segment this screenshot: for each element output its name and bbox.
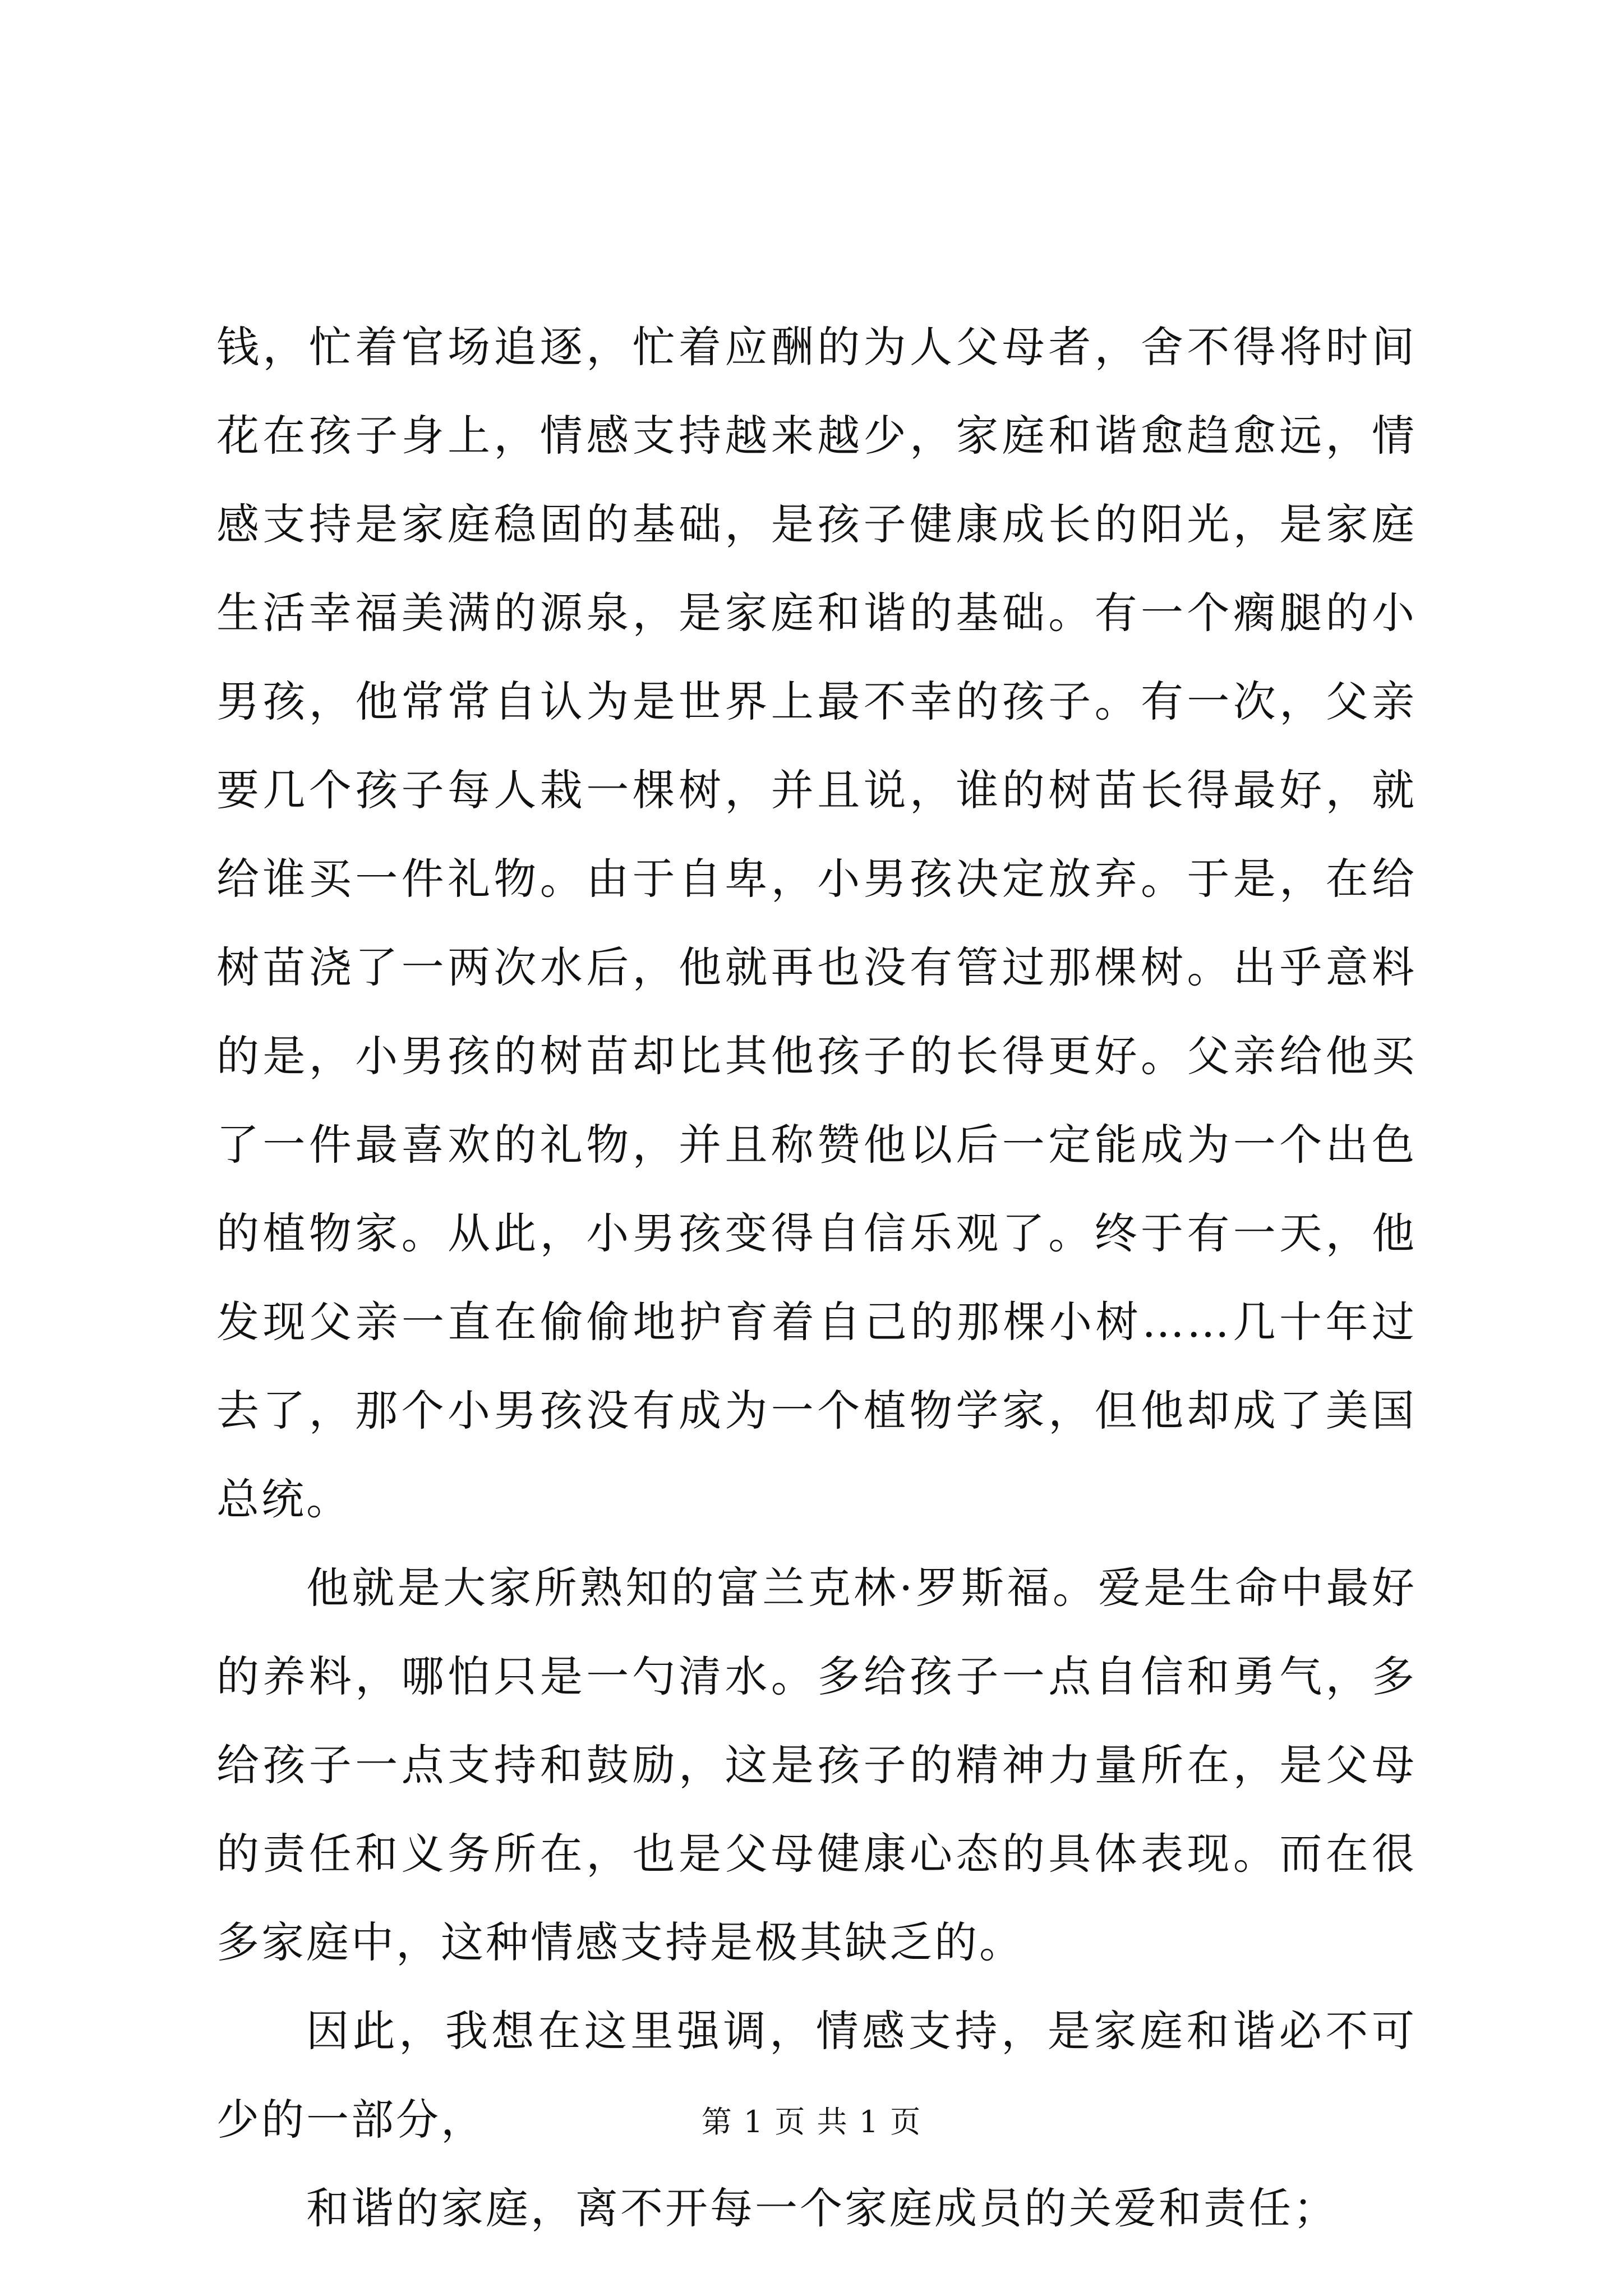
document-body	[216, 303, 1417, 2253]
paragraph-3: 因此，我想在这里强调，情感支持，是家庭和谐必不可少的一部分，	[216, 2006, 1417, 2145]
page-footer: 第 1 页 共 1 页	[701, 2104, 922, 2139]
paragraph-1: 钱，忙着官场追逐，忙着应酬的为人父母者，舍不得将时间花在孩子身上，情感支持越来越少，家庭和谐愈趋愈远，情感支持是家庭稳固的基础，是孩子健康成长的阳光，是家庭生活幸福美满的源泉，是家庭和谐的基础。有一个瘸腿的小男孩，他常常自认为是世界上最不幸的孩子。有一次，父亲要几个孩子每人栽一棵树，并且说，谁的树苗长得最好，就给谁买一件礼物。由于自卑，小男孩决定放弃。于是，在给树苗浇了一两次水后，他就再也没有管过那棵树。出乎意料的是，小男孩的树苗却比其他孩子的长得更好。父亲给他买了一件最喜欢的礼物，并且称赞他以后一定能成为一个出色的植物家。从此，小男孩变得自信乐观了。终于有一天，他发现父亲一直在偷偷地护育着自己的那棵小树……几十年过去了，那个小男孩没有成为一个植物学家，但他却成了美国总统。	[216, 322, 1417, 1524]
paragraph-4: 和谐的家庭，离不开每一个家庭成员的关爱和责任；	[306, 2183, 1338, 2233]
paragraph-2: 他就是大家所熟知的富兰克林·罗斯福。爱是生命中最好的养料，哪怕只是一勺清水。多给孩子一点自信和勇气，多给孩子一点支持和鼓励，这是孩子的精神力量所在，是父母的责任和义务所在，也是父母健康心态的具体表现。而在很多家庭中，这种情感支持是极其缺乏的。	[216, 1563, 1417, 1967]
